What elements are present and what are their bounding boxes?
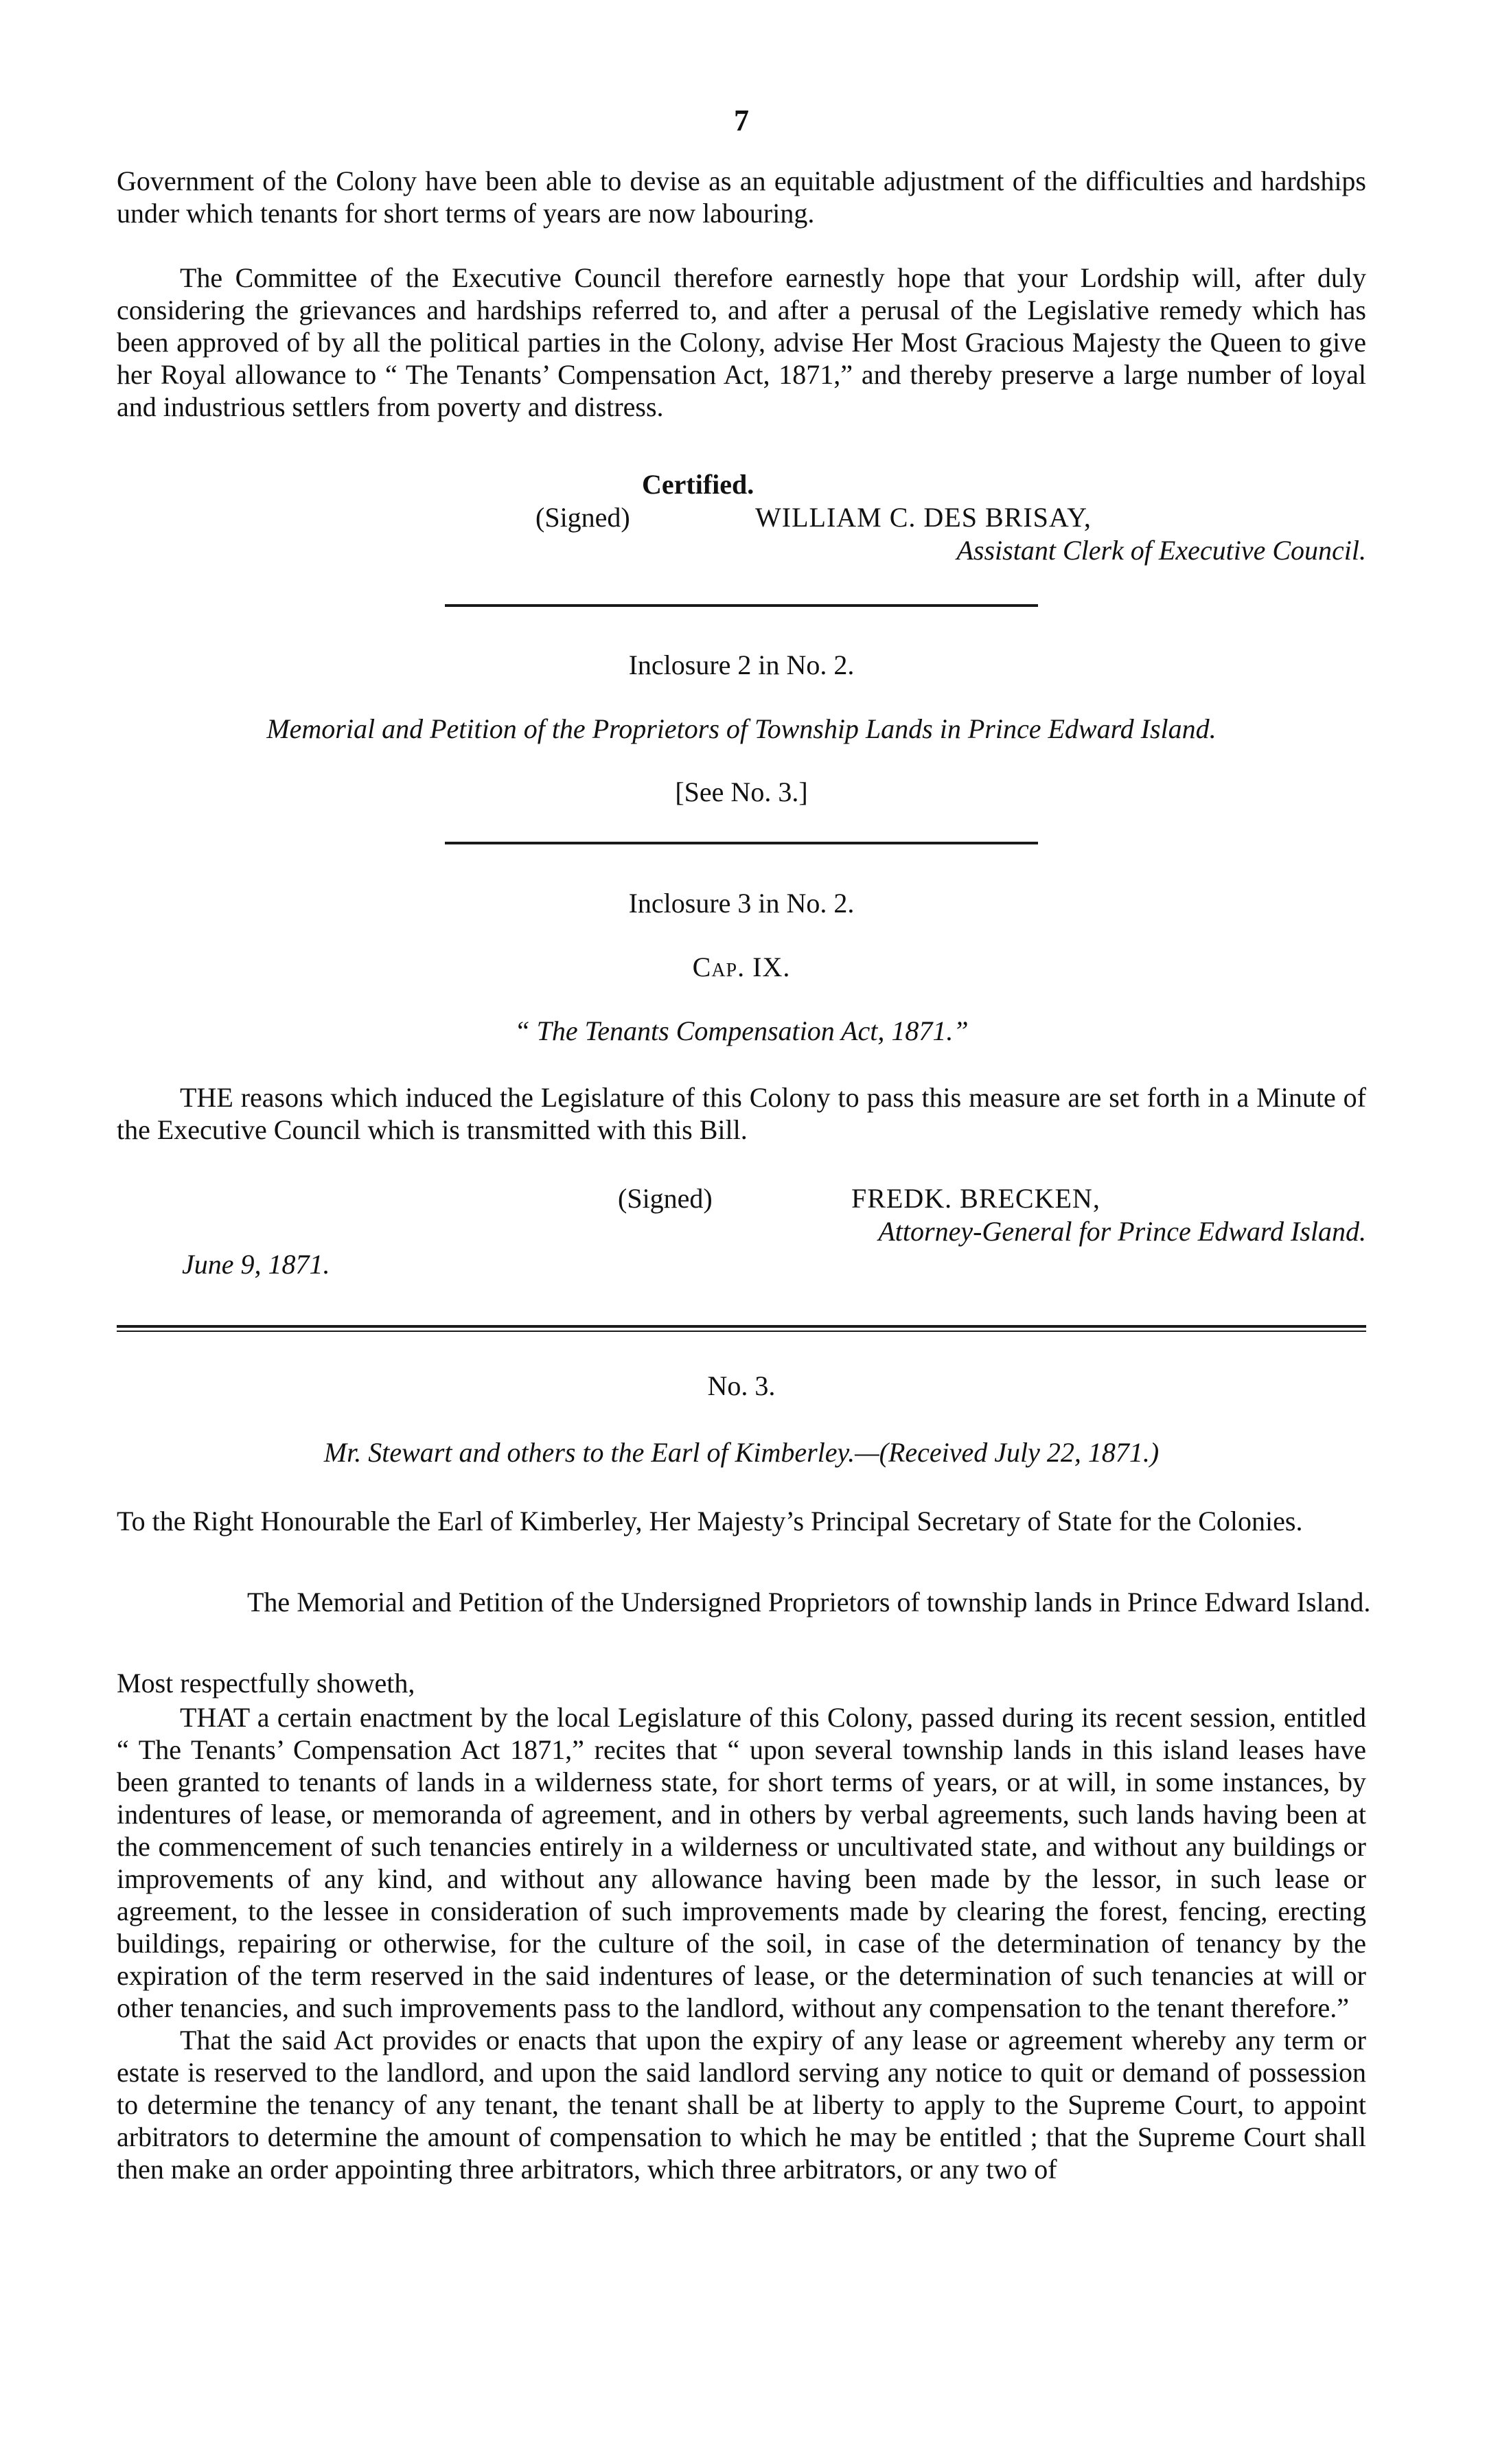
- no-3-subtitle: Mr. Stewart and others to the Earl of Kimberley.—(Received July 22, 1871.): [323, 1437, 1160, 1468]
- certified-signatory-title: Assistant Clerk of Executive Council.: [956, 535, 1366, 566]
- certified-label: Certified.: [642, 469, 754, 500]
- document-page: [117, 0, 1371, 2464]
- no-3-heading: No. 3.: [707, 1370, 776, 1401]
- intro-paragraph-1: Government of the Colony have been able to devise as an equitable adjustment of the difficulties and hardships under which tenants for short terms of years are now labouring.: [117, 165, 1366, 229]
- certified-signatory-name: WILLIAM C. DES BRISAY,: [755, 502, 1092, 533]
- document-divider: [117, 1325, 1366, 1332]
- intro-section: [117, 165, 1366, 423]
- inclosure-2-heading: Inclosure 2 in No. 2.: [628, 649, 855, 680]
- section-divider: [445, 842, 1038, 844]
- address-line: To the Right Honourable the Earl of Kimberley, Her Majesty’s Principal Secretary of State for the Colonies.: [117, 1506, 1303, 1536]
- memorial-body: [117, 1701, 1366, 2185]
- certified-signed-label: (Signed): [535, 502, 630, 533]
- memorial-title: The Memorial and Petition of the Undersigned Proprietors of township lands in Prince Edward Island.: [247, 1587, 1371, 1617]
- act-title: “ The Tenants Compensation Act, 1871.”: [514, 1015, 969, 1046]
- inclosure-3-body: THE reasons which induced the Legislature of this Colony to pass this measure are set forth in a Minute of the Executive Council which is transmitted with this Bill.: [117, 1082, 1366, 1145]
- memorial-paragraph-1: THAT a certain enactment by the local Legislature of this Colony, passed during its recent session, entitled “ The Tenants’ Compensation Act 1871,” recites that “ upon several township lands in this island leases have been granted to tenants of lands in a wilderness state, for short terms of years, or at will, in some instances, by indentures of lease, or memoranda of agreement, and in others by verbal agreements, such lands having been at the commencement of such tenancies entirely in a wilderness or uncultivated state, and without any buildings or improvements of any kind, and without any allowance having been made by the lessor, in such lease or agreement, to the lessee in consideration of such improvements made by clearing the forest, fencing, erecting buildings, repairing or otherwise, for the culture of the soil, in case of the determination of tenancy by the expiration of the term reserved in the said indentures of lease, or the determination of such tenancies at will or other tenancies, and such improvements pass to the landlord, without any compensation to the tenant therefore.”: [117, 1702, 1366, 2023]
- inclosure-3-signed-label: (Signed): [618, 1183, 713, 1214]
- section-divider: [445, 604, 1038, 607]
- memorial-paragraph-2: That the said Act provides or enacts that upon the expiry of any lease or agreement whereby any term or estate is reserved to the landlord, and upon the said landlord serving any notice to quit or demand of possession to determine the tenancy of any tenant, the tenant shall be at liberty to apply to the Supreme Court, to appoint arbitrators to determine the amount of compensation to which he may be entitled ; that the Supreme Court shall then make an order appointing three arbitrators, which three arbitrators, or any two of: [117, 2025, 1366, 2185]
- inclosure-2-subtitle: Memorial and Petition of the Proprietors of Township Lands in Prince Edward Island.: [266, 713, 1217, 744]
- chapter-heading: Cap. IX.: [692, 952, 791, 982]
- page-number: 7: [734, 104, 749, 137]
- inclosure-3-signatory-title: Attorney-General for Prince Edward Island.: [878, 1216, 1366, 1247]
- inclosure-3-signatory-name: FREDK. BRECKEN,: [851, 1183, 1100, 1214]
- inclosure-2-see-reference: [See No. 3.]: [675, 776, 808, 807]
- inclosure-3-heading: Inclosure 3 in No. 2.: [628, 888, 855, 919]
- intro-paragraph-2: The Committee of the Executive Council therefore earnestly hope that your Lordship will, after duly considering the grievances and hardships referred to, and after a perusal of the Legislative remedy which has been approved of by all the political parties in the Colony, advise Her Most Gracious Majesty the Queen to give her Royal allowance to “ The Tenants’ Compensation Act, 1871,” and thereby preserve a large number of loyal and industrious settlers from poverty and distress.: [117, 262, 1366, 422]
- salutation: Most respectfully showeth,: [117, 1668, 415, 1699]
- inclosure-3-date: June 9, 1871.: [182, 1249, 330, 1280]
